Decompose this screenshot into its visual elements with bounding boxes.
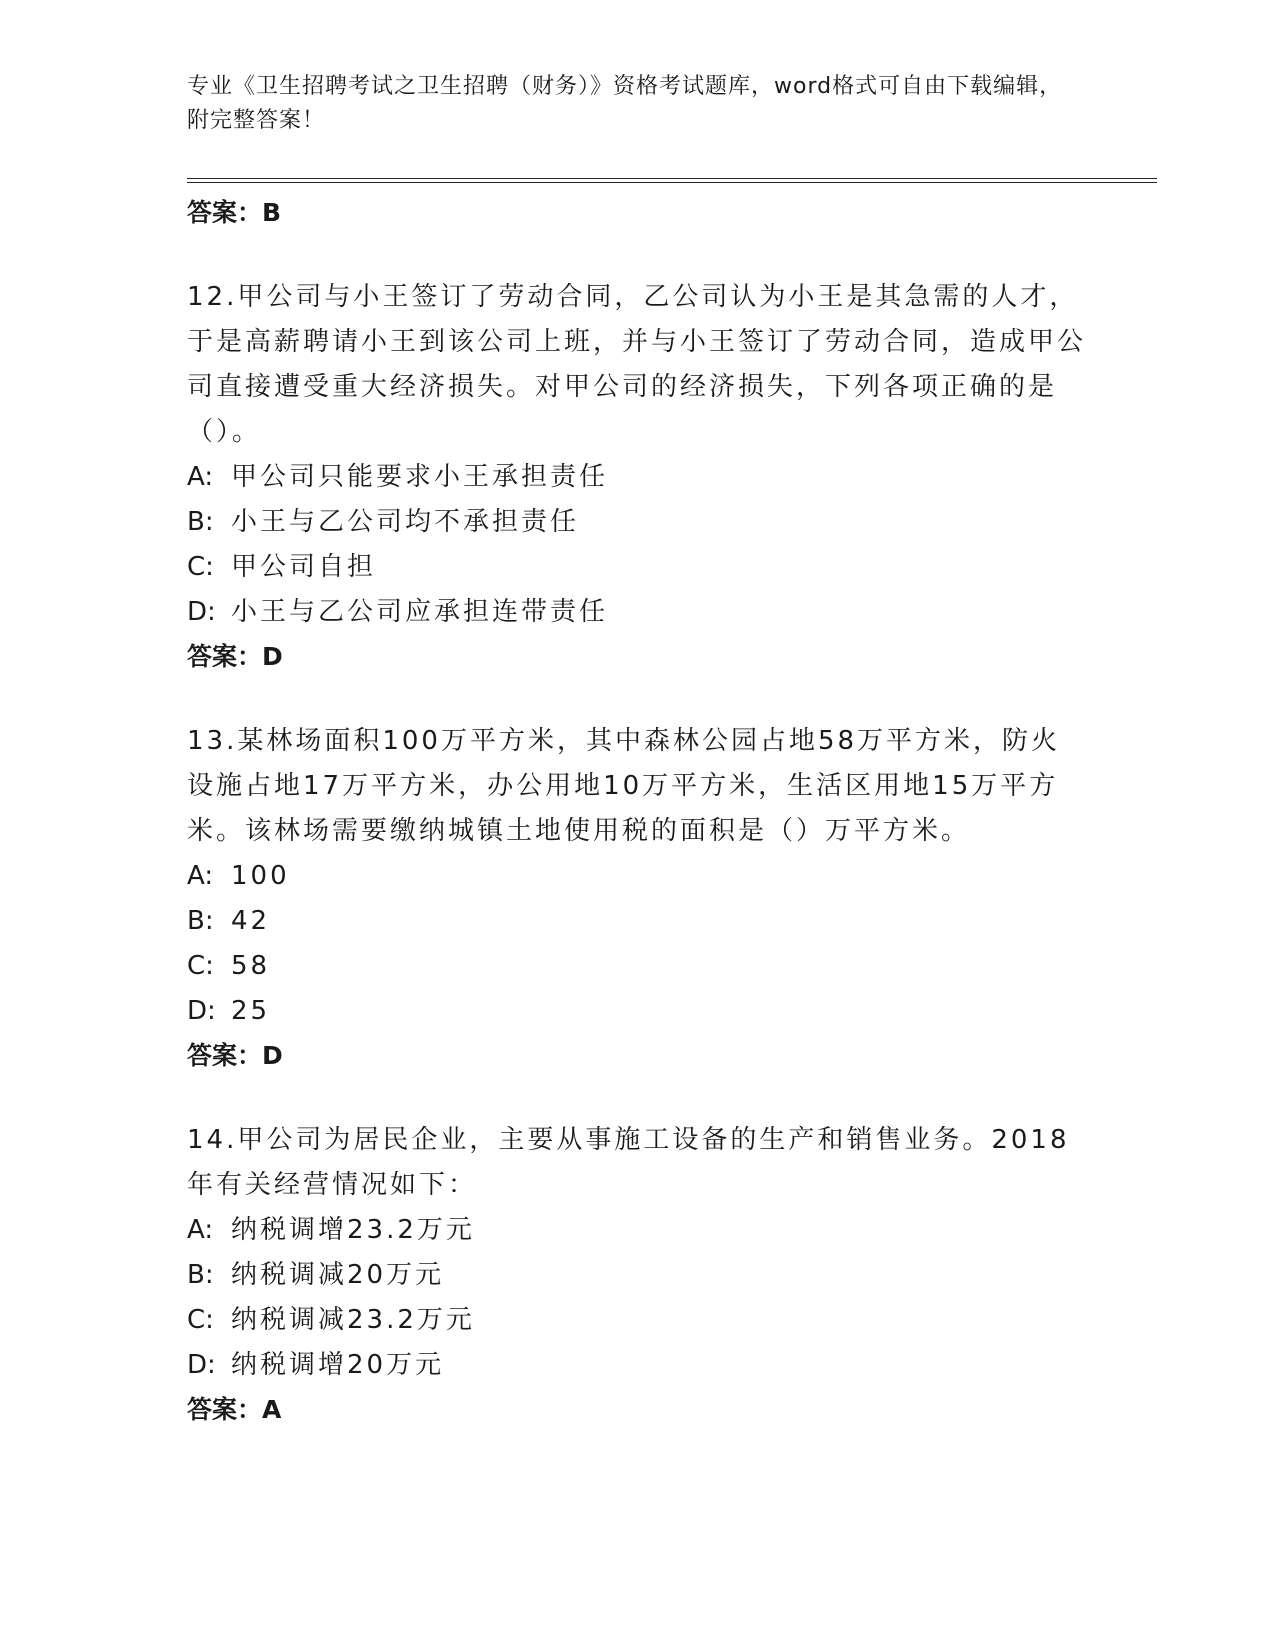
header-divider <box>187 178 1157 183</box>
question-answer: 答案：D <box>187 642 283 671</box>
option-letter: A: <box>187 462 214 492</box>
option-text: 纳税调减23.2万元 <box>231 1305 475 1335</box>
option-text: 纳税调减20万元 <box>231 1260 445 1290</box>
option-b <box>187 500 1157 545</box>
option-c <box>187 1298 1157 1343</box>
option-letter: A: <box>187 861 214 891</box>
option-list <box>187 455 1157 635</box>
option-text: 纳税调增20万元 <box>231 1350 445 1380</box>
option-letter: D: <box>187 1350 216 1380</box>
option-text: 100 <box>231 861 290 891</box>
question-answer: 答案：D <box>187 1041 283 1070</box>
question-13 <box>187 719 1157 1078</box>
question-answer: 答案：A <box>187 1395 282 1424</box>
option-a <box>187 455 1157 500</box>
option-d <box>187 989 1157 1034</box>
option-letter: B: <box>187 906 214 936</box>
document-page <box>187 70 1157 1432</box>
option-b <box>187 1253 1157 1298</box>
option-letter: D: <box>187 996 216 1026</box>
divider-line-top <box>187 178 1157 179</box>
question-14 <box>187 1118 1157 1432</box>
question-stem: 13.某林场面积100万平方米，其中森林公园占地58万平方米，防火设施占地17万平方米，办公用地10万平方米，生活区用地15万平方米。该林场需要缴纳城镇土地使用税的面积是（）万平方米。 <box>187 726 1061 846</box>
option-list <box>187 854 1157 1034</box>
option-letter: C: <box>187 552 214 582</box>
divider-line-bottom <box>187 182 1157 183</box>
option-text: 25 <box>231 996 271 1026</box>
previous-answer: 答案：B <box>187 198 282 227</box>
option-text: 甲公司自担 <box>231 552 377 582</box>
option-letter: A: <box>187 1215 214 1245</box>
option-letter: C: <box>187 951 214 981</box>
option-a <box>187 1208 1157 1253</box>
option-d <box>187 1343 1157 1388</box>
option-d <box>187 590 1157 635</box>
option-c <box>187 545 1157 590</box>
question-12 <box>187 275 1157 679</box>
option-list <box>187 1208 1157 1388</box>
option-text: 58 <box>231 951 271 981</box>
document-header: 专业《卫生招聘考试之卫生招聘（财务）》资格考试题库，word格式可自由下载编辑，附完整答案！ <box>187 74 1063 133</box>
option-letter: D: <box>187 597 216 627</box>
option-letter: B: <box>187 1260 214 1290</box>
option-letter: C: <box>187 1305 214 1335</box>
option-text: 42 <box>231 906 271 936</box>
option-b <box>187 899 1157 944</box>
option-text: 甲公司只能要求小王承担责任 <box>231 462 609 492</box>
option-letter: B: <box>187 507 214 537</box>
option-text: 小王与乙公司均不承担责任 <box>231 507 580 537</box>
option-a <box>187 854 1157 899</box>
option-text: 小王与乙公司应承担连带责任 <box>231 597 609 627</box>
option-text: 纳税调增23.2万元 <box>231 1215 475 1245</box>
question-stem: 12.甲公司与小王签订了劳动合同，乙公司认为小王是其急需的人才，于是高薪聘请小王到该公司上班，并与小王签订了劳动合同，造成甲公司直接遭受重大经济损失。对甲公司的经济损失，下列各项正确的是（）。 <box>187 282 1087 447</box>
question-stem: 14.甲公司为居民企业，主要从事施工设备的生产和销售业务。2018年有关经营情况如下： <box>187 1125 1070 1200</box>
option-c <box>187 944 1157 989</box>
